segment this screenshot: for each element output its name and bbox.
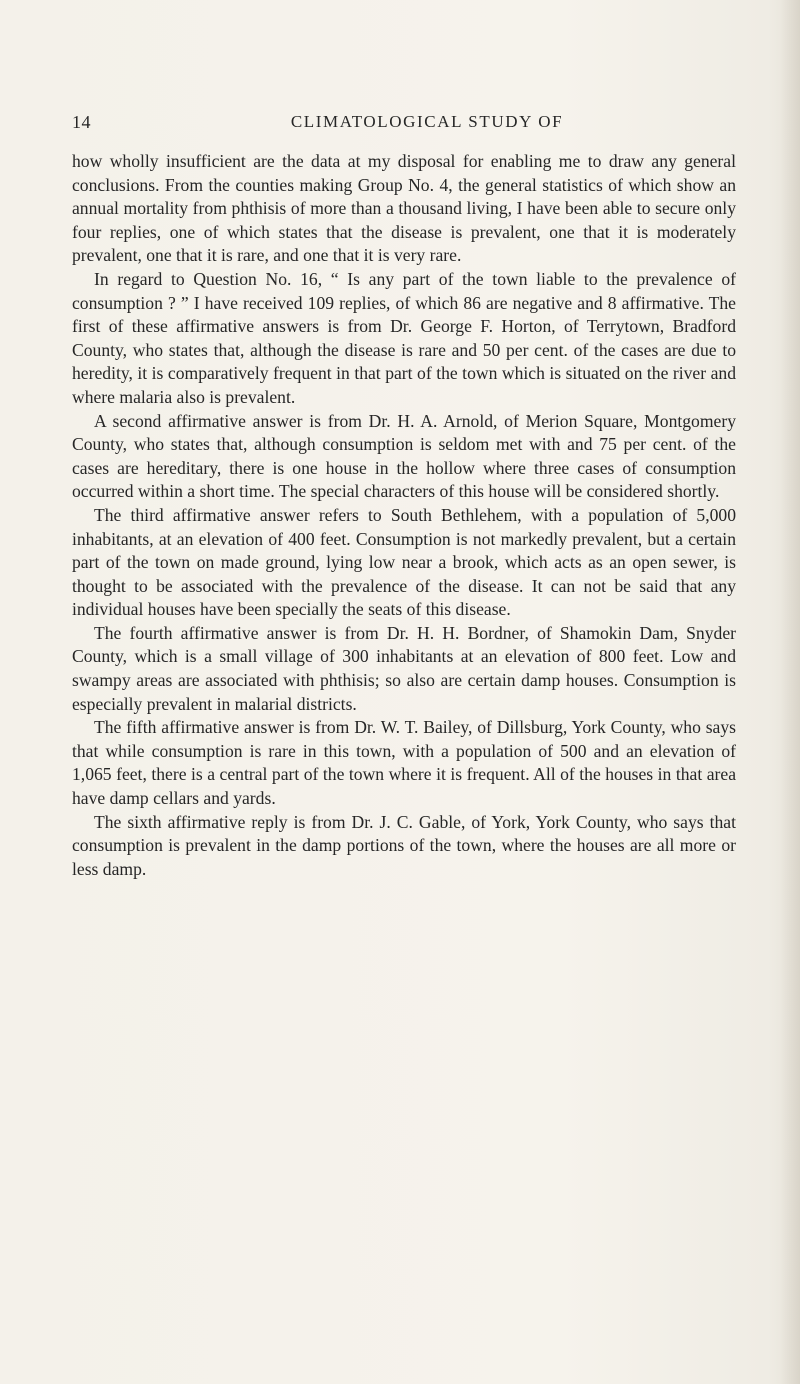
page-edge-shadow <box>780 0 800 1384</box>
paragraph-third-affirmative: The third affirmative answer refers to South Bethlehem, with a population of 5,000 inhabitants, at an elevation of 400 feet. Consumption is not markedly prevalent, but a certain part of the town on made ground, lying low near a brook, which acts as an open sewer, is thought to be associated with the prevalence of the disease. It can not be said that any individual houses have been specially the seats of this disease. <box>72 504 736 620</box>
paragraph-fourth-affirmative: The fourth affirmative answer is from Dr. H. H. Bordner, of Shamokin Dam, Snyder County, which is a small village of 300 inhabitants at an elevation of 800 feet. Low and swampy areas are associated with phthisis; so also are certain damp houses. Consumption is especially prevalent in malarial districts. <box>72 622 736 714</box>
page-body <box>72 150 736 881</box>
paragraph-fifth-affirmative: The fifth affirmative answer is from Dr. W. T. Bailey, of Dillsburg, York County, who says that while consumption is rare in this town, with a population of 500 and an elevation of 1,065 feet, there is a central part of the town where it is frequent. All of the houses in that area have damp cellars and yards. <box>72 717 736 809</box>
paragraph-second-affirmative: A second affirmative answer is from Dr. H. A. Arnold, of Merion Square, Montgomery County, who states that, although consumption is seldom met with and 75 per cent. of the cases are hereditary, there is one house in the hollow where three cases of consumption occurred within a short time. The special characters of this house will be considered shortly. <box>72 410 736 502</box>
page-number: 14 <box>72 112 91 132</box>
paragraph-sixth-affirmative: The sixth affirmative reply is from Dr. J. C. Gable, of York, York County, who says that consumption is prevalent in the damp portions of the town, where the houses are all more or less damp. <box>72 811 736 879</box>
page-header <box>72 112 732 138</box>
running-title: CLIMATOLOGICAL STUDY OF <box>290 112 564 131</box>
paragraph-continuation: how wholly insufficient are the data at my disposal for enabling me to draw any general conclusions. From the counties making Group No. 4, the general statistics of which show an annual mortality from phthisis of more than a thousand living, I have been able to secure only four replies, one of which states that the disease is prevalent, one that it is moderately prevalent, one that it is rare, and one that it is very rare. <box>72 151 736 266</box>
paragraph-question-16: In regard to Question No. 16, “ Is any part of the town liable to the prevalence of consumption ? ” I have received 109 replies, of which 86 are negative and 8 affirmative. The first of these affirmative answers is from Dr. George F. Horton, of Terrytown, Bradford County, who states that, although the disease is rare and 50 per cent. of the cases are due to heredity, it is comparatively frequent in that part of the town which is situated on the river and where malaria also is prevalent. <box>72 268 736 407</box>
